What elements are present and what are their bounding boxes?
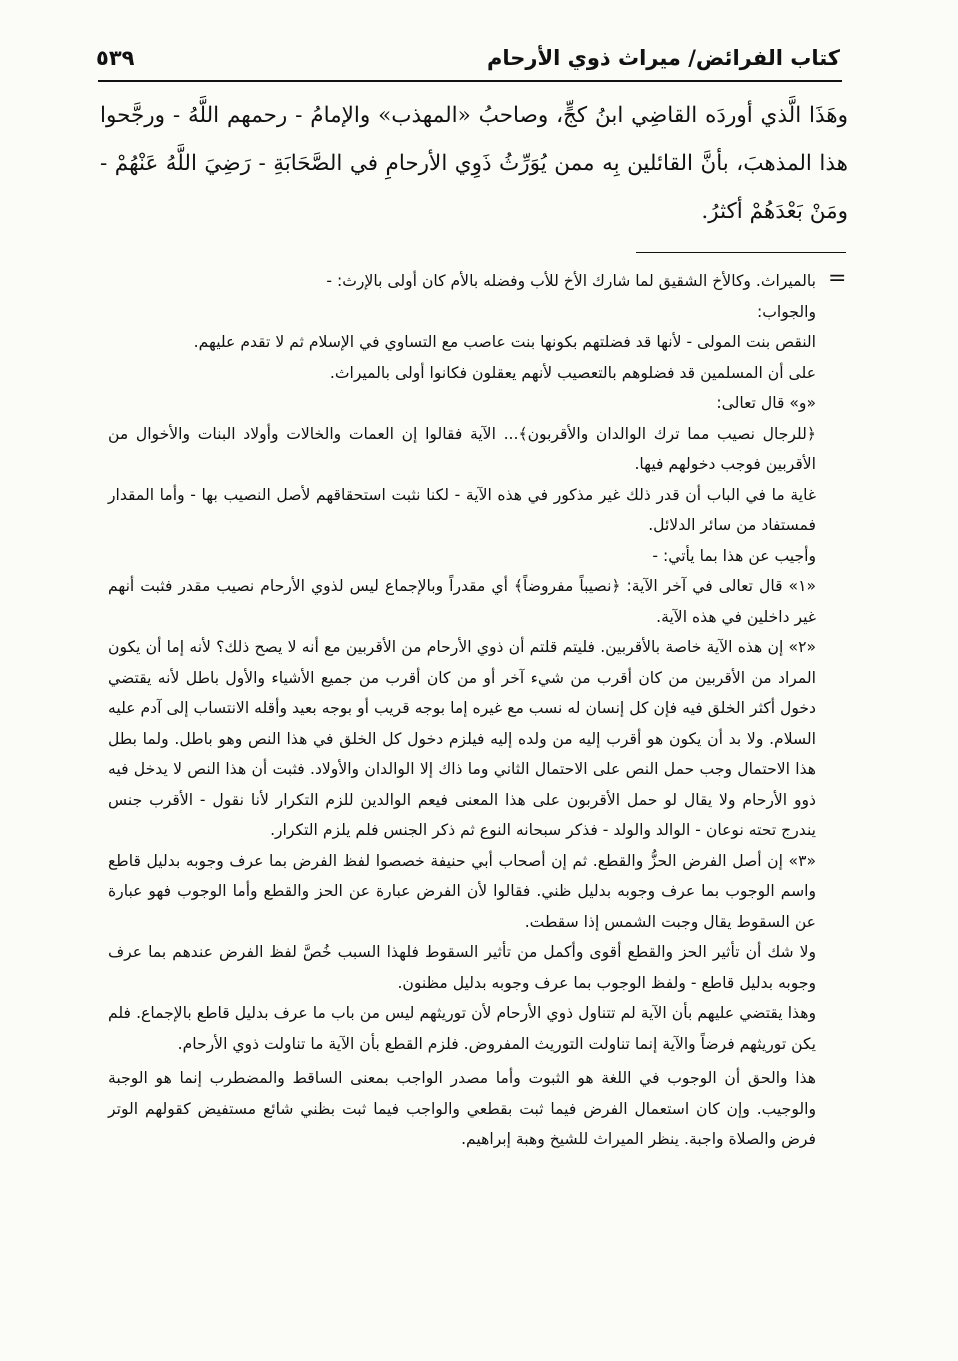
main-text-block [100,92,848,236]
footnote-line: وأجيب عن هذا بما يأتي: - [652,546,816,565]
footnote-line: غاية ما في الباب أن قدر ذلك غير مذكور في هذه الآية - لكنا نثبت استحقاقهم لأصل النصيب بها - وأما المقدار فمستفاد من سائر الدلائل. [108,485,816,534]
footnote-line: هذا والحق أن الوجوب في اللغة هو الثبوت وأما مصدر الواجب بمعنى الساقط والمضطرب إنما هو الوجبة والوجيب. وإن كان استعمال الفرض فيما ثبت بقطعي والواجب فيما ثبت بظني شائع مستفيض كقولهم الوتر فرض والصلاة واجبة. ينظر الميراث للشيخ وهبة إبراهيم. [108,1069,816,1148]
header-rule [98,80,842,82]
footnote-line: بالميراث. وكالأخ الشقيق لما شارك الأخ للأب وفضله بالأم كان أولى بالإرث: - [326,272,816,290]
footnote-line: والجواب: [756,302,816,321]
footnote-line: ﴿للرجال نصيب مما ترك الوالدان والأقربون﴾... الآية فقالوا إن العمات والخالات وأولاد البنات والأخوال من الأقربين فوجب دخولهم فيها. [108,424,816,473]
footnote-separator [636,252,846,253]
footnote-line: النقص بنت المولى - لأنها قد فضلتهم بكونها بنت عاصب مع التساوي في الإسلام ثم لا تقدم عليهم. [193,333,816,351]
footnote-line: «٣» إن أصل الفرض الحزُّ والقطع. ثم إن أصحاب أبي حنيفة خصصوا لفظ الفرض بما عرف وجوبه بدليل قاطع واسم الوجوب بما عرف وجوبه بدليل ظني. فقالوا لأن الفرض عبارة عن الحز والقطع وأما الوجوب فهو عبارة عن السقوط يقال وجبت الشمس إذا سقطت. [108,851,816,931]
running-header [96,38,840,78]
footnote-continuation-marker: = [828,266,847,291]
main-paragraph: وهَذَا الَّذي أوردَه القاضِي ابنُ كجٍّ، وصاحبُ «المهذب» والإمامُ - رحمهم اللَّهُ - ورجَّحوا هذا المذهبَ، بأنَّ القائلين بِه ممن يُوَرِّثُ ذَوِي الأرحامِ في الصَّحَابَةِ - رَضِيَ اللَّهُ عَنْهُمْ - ومَنْ بَعْدَهُمْ أكثرُ. [100,103,848,224]
footnote-line: «و» قال تعالى: [716,394,816,412]
footnotes-block [108,266,816,1155]
chapter-title: كتاب الفرائض/ ميراث ذوي الأرحام [486,46,840,70]
footnote-line: على أن المسلمين قد فضلوهم بالتعصيب لأنهم يعقلون فكانوا أولى بالميراث. [329,363,816,382]
footnote-line: «١» قال تعالى في آخر الآية: ﴿نصيباً مفروضاً﴾ أي مقدراً وبالإجماع ليس لذوي الأرحام نصيب مقدر فثبت أنهم غير داخلين في هذه الآية. [108,577,816,626]
footnote-line: وهذا يقتضي عليهم بأن الآية لم تتناول ذوي الأرحام لأن توريثهم ليس من باب ما عرف بدليل قاطع بالإجماع. فلم يكن توريثهم فرضاً والآية إنما تناولت التوريث المفروض. فلزم القطع بأن الآية ما تناولت ذوي الأرحام. [108,1004,816,1053]
footnote-line: «٢» إن هذه الآية خاصة بالأقربين. فليتم قلتم أن ذوي الأرحام من الأقربين مع أنه لا يصح ذلك؟ لأنه إما أن يكون المراد من الأقربين من كان أقرب من شيء آخر أو من كان أقرب من جميع الأشياء والأول باطل لأنه يقتضي دخول أكثر الخلق فيه فإن كل إنسان له نسب مع غيره إما بوجه قريب أو بوجه بعيد وأقله الانتساب إلى آدم عليه السلام. ولا بد أن يكون هو أقرب إليه من ولده إليه فيلزم دخول كل الخلق في هذا النص وهو باطل. ولما بطل هذا الاحتمال وجب حمل النص على الاحتمال الثاني وما ذاك إلا الوالدان والأولاد. فثبت أن هذا النص لا يدخل فيه ذوو الأرحام ولا يقال لو حمل الأقربون على هذا المعنى فيعم الوالدين للزم التكرار لأنا نقول - الأقرب جنس يندرج تحته نوعان - الوالد والولد - فذكر سبحانه النوع ثم ذكر الجنس فلم يلزم التكرار. [108,638,816,839]
page-number: ٥٣٩ [96,46,135,70]
footnote-line: ولا شك أن تأثير الحز والقطع أقوى وأكمل من تأثير السقوط فلهذا السبب خُصَّ لفظ الفرض عندهم بما عرف وجوبه بدليل قاطع - ولفظ الوجوب بما عرف وجوبه بدليل مظنون. [108,943,816,992]
